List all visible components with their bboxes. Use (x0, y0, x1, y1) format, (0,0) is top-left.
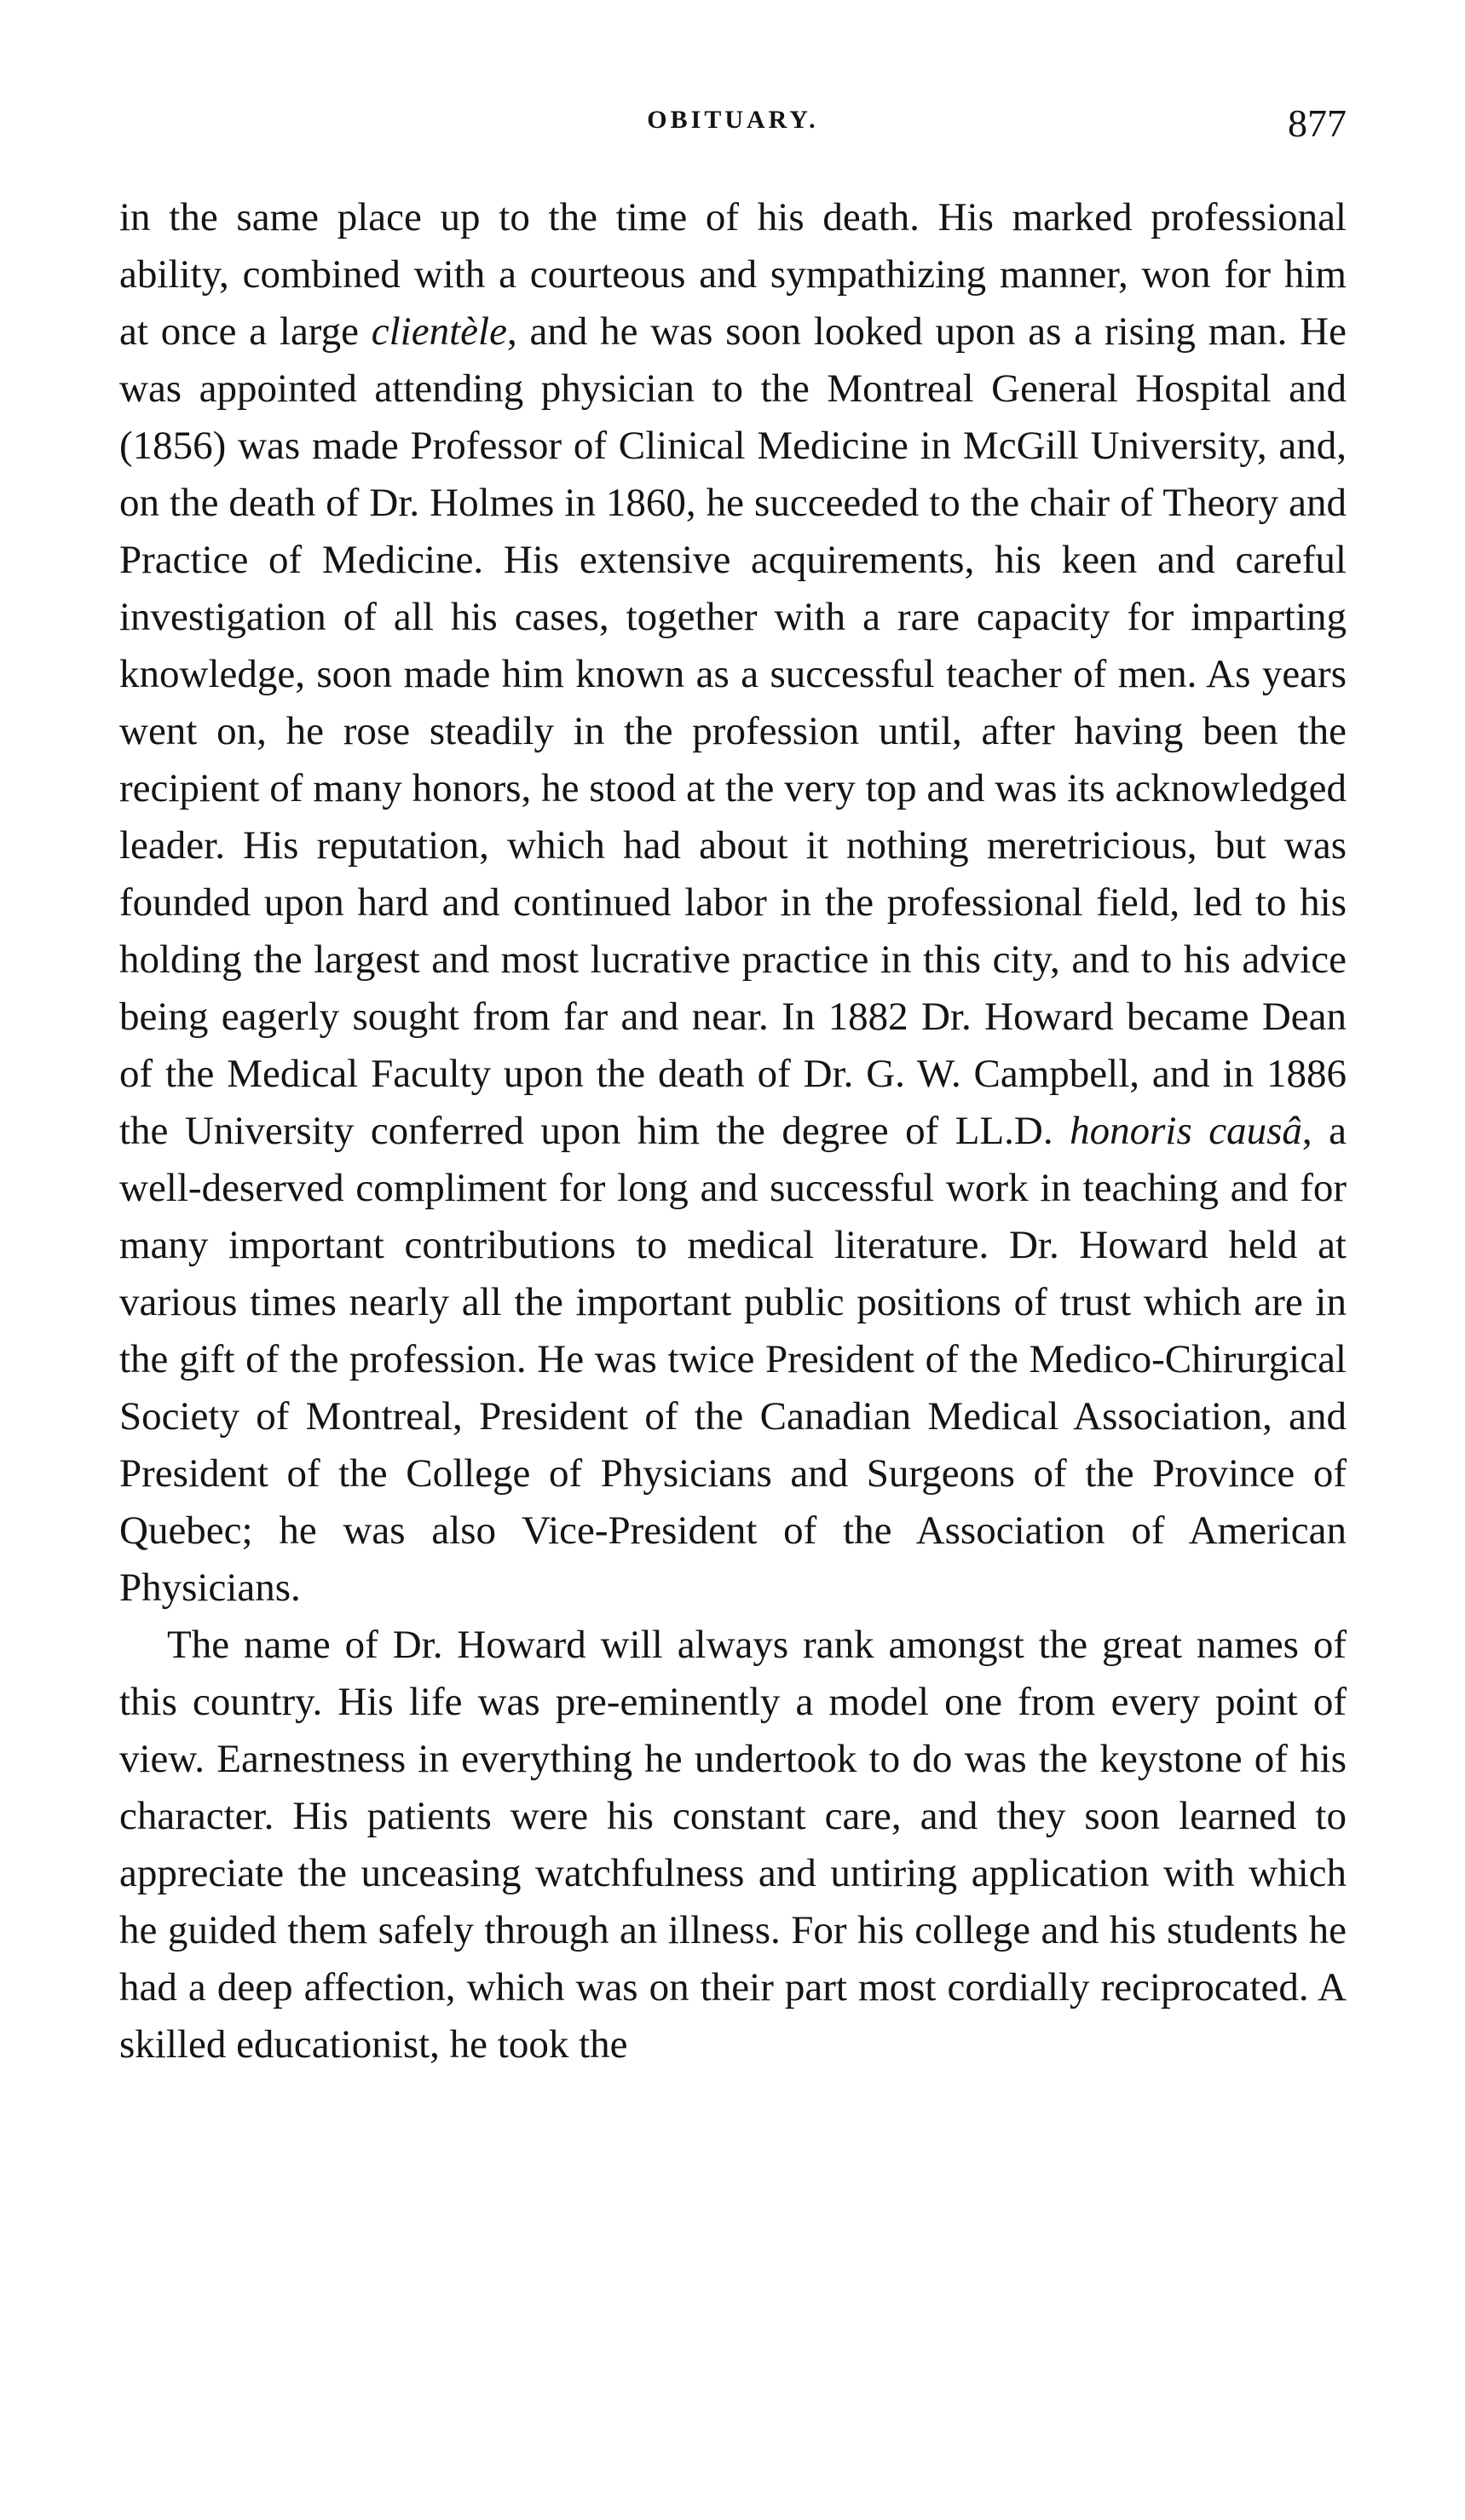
italic-term-clientele: clientèle (371, 309, 507, 354)
italic-term-honoris-causa: honoris causâ (1070, 1109, 1302, 1153)
body-text (119, 189, 1347, 2073)
page-number: 877 (1288, 101, 1347, 145)
paragraph-1-text-a: in the same place up to the time of his death. His marked professional ability, combined with a courteous and sympathizing manner, won for him at once a large (119, 195, 1347, 354)
running-head (119, 101, 1347, 152)
paragraph-1-text-c: , a well-deserved compliment for long and successful work in teaching and for many important contributions to medical literature. Dr. Howard held at various times nearly all the important public positions of trust which are in the gift of the profession. He was twice President of the Medico-Chirurgical Society of Montreal, President of the Canadian Medical Association, and President of the College of Physicians and Surgeons of the Province of Quebec; he was also Vice-President of the Association of American Physicians. (119, 1109, 1347, 1610)
paragraph-continued (119, 189, 1347, 1617)
paragraph-1-text-b: , and he was soon looked upon as a rising man. He was appointed attending physician to the Montreal General Hospital and (1856) was made Professor of Clinical Medicine in McGill University, and, on the death of Dr. Holmes in 1860, he succeeded to the chair of Theory and Practice of Medicine. His extensive acquirements, his keen and careful investigation of all his cases, together with a rare capacity for imparting knowledge, soon made him known as a successful teacher of men. As years went on, he rose steadily in the profession until, after having been the recipient of many honors, he stood at the very top and was its acknowledged leader. His reputation, which had about it nothing meretricious, but was founded upon hard and continued labor in the professional field, led to his holding the largest and most lucrative practice in this city, and to his advice being eagerly sought from far and near. In 1882 Dr. Howard became Dean of the Medical Faculty upon the death of Dr. G. W. Campbell, and in 1886 the University conferred upon him the degree of LL.D. (119, 309, 1347, 1153)
running-title: OBITUARY. (647, 106, 819, 134)
paragraph-2: The name of Dr. Howard will always rank amongst the great names of this country. His life was pre-eminently a model one from every point of view. Earnestness in everything he undertook to do was the keystone of his character. His patients were his constant care, and they soon learned to appreciate the unceasing watchfulness and untiring application with which he guided them safely through an illness. For his college and his students he had a deep affection, which was on their part most cordially reciprocated. A skilled educationist, he took the (119, 1623, 1347, 2067)
